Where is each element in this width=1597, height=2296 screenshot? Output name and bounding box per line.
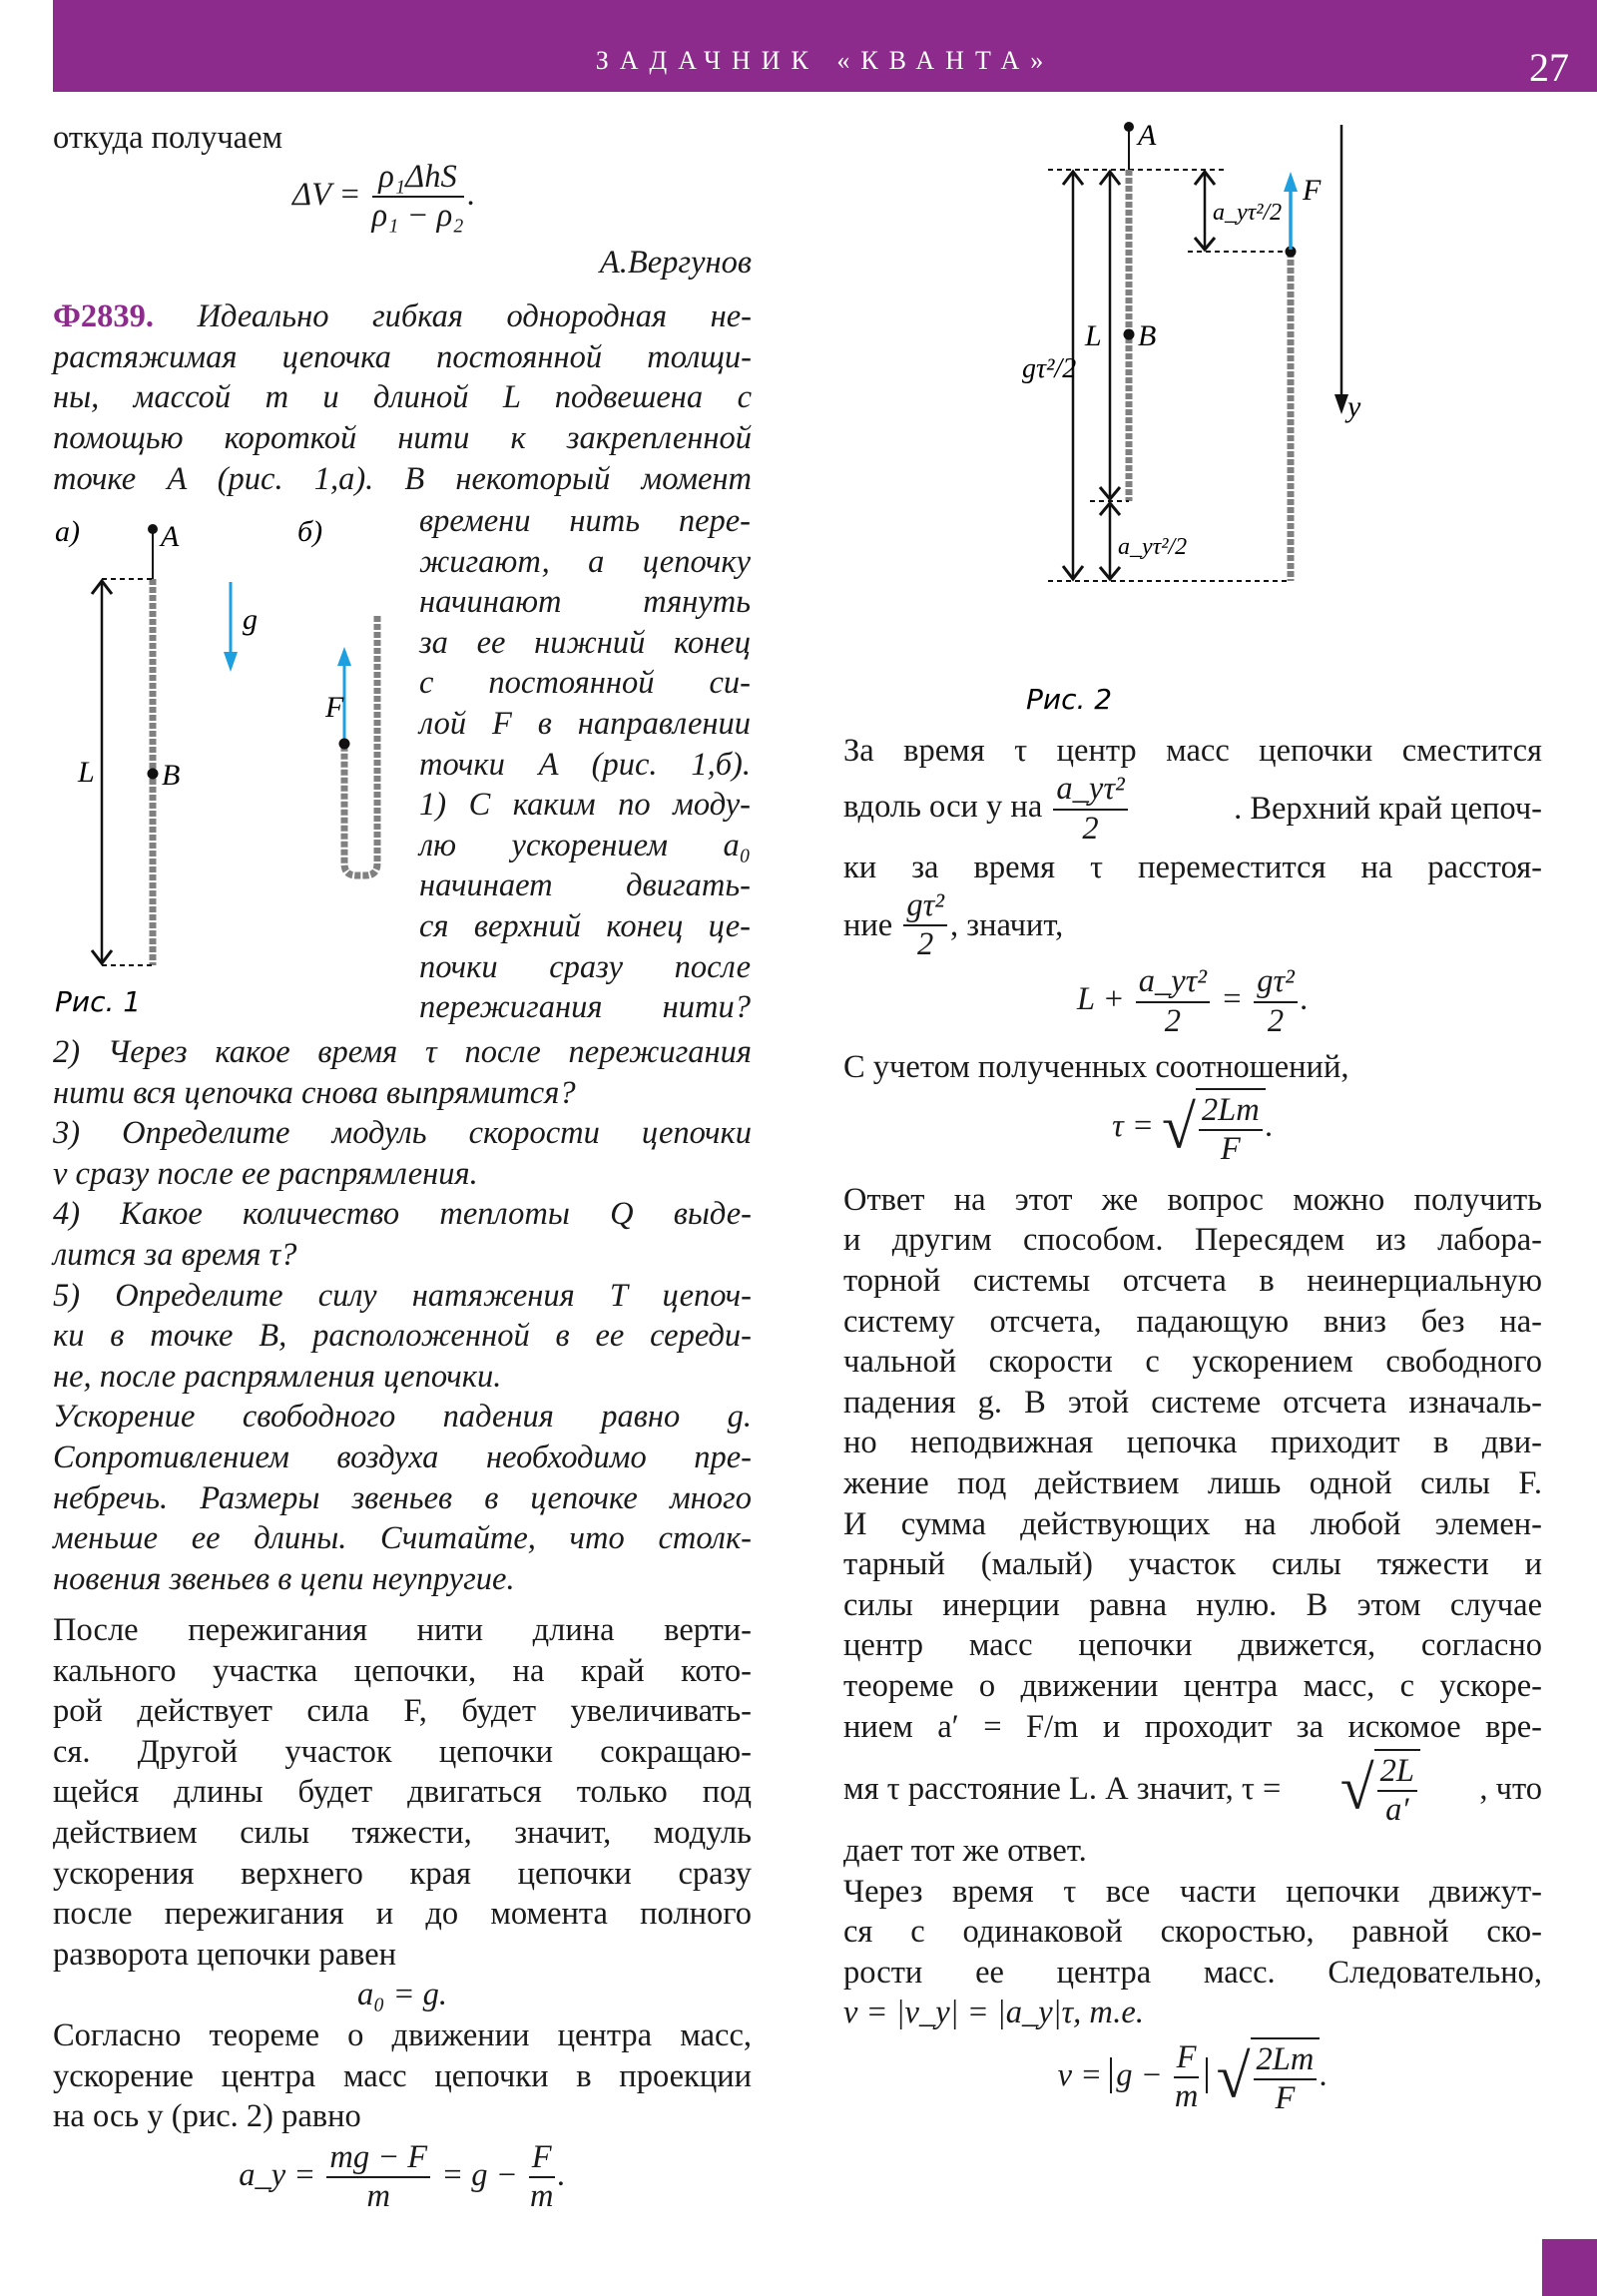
solution-line: ся. Другой участок цепочки сокращаю-: [53, 1733, 752, 1770]
question-line: лится за время τ?: [53, 1236, 297, 1273]
velocity-relation: v = |v_y| = |a_y|τ, т.е.: [843, 1995, 1144, 2031]
question-line: 5) Определите силу натяжения T цепоч-: [53, 1277, 752, 1314]
fig1-length-label: L: [78, 756, 95, 789]
point-b-dot: [1124, 329, 1135, 340]
formula-L-equation: [843, 963, 1542, 1047]
fraction-denominator: 2: [1082, 810, 1099, 847]
solution-line-with-fraction: [843, 887, 1542, 963]
solution-line: после пережигания и до момента полного: [53, 1896, 752, 1933]
solution-line: но неподвижная цепочка приходит в дви-: [843, 1425, 1542, 1461]
problem-line: ны, массой m и длиной L подвешена с: [53, 379, 752, 416]
fraction-numerator: mg − F: [326, 2139, 430, 2178]
inline-text: вдоль оси y на: [843, 789, 1043, 826]
condition-line: Сопротивлением воздуха необходимо пре-: [53, 1438, 752, 1475]
fig2-gt-label: gτ²/2: [1022, 353, 1077, 384]
fraction-numerator: gτ²: [1254, 963, 1298, 1002]
formula-period: .: [1265, 1107, 1274, 1144]
solution-line: щейся длины будет двигаться только под: [53, 1774, 752, 1811]
solution-line: тарный (малый) участок силы тяжести и: [843, 1546, 1542, 1583]
condition-line: новения звеньев в цепи неупругие.: [53, 1560, 515, 1597]
inline-text: ние: [843, 906, 893, 943]
solution-line: ся с одинаковой скоростью, равной ско-: [843, 1914, 1542, 1951]
solution-line: чальной скорости с ускорением свободного: [843, 1344, 1542, 1381]
fraction-denominator: 2: [917, 926, 934, 963]
solution-line: С учетом полученных соотношений,: [843, 1049, 1349, 1086]
solution-line: После пережигания нити длина верти-: [53, 1612, 752, 1648]
problem-line: точке A (рис. 1,а). В некоторый момент: [53, 460, 752, 497]
left-column-top: [53, 118, 752, 499]
formula-period: .: [1300, 981, 1309, 1018]
wrap-line: за ее нижний конец: [419, 624, 751, 661]
solution-line: Согласно теореме о движении центра масс,: [53, 2016, 752, 2053]
formula-fraction: [372, 159, 464, 236]
solution-line: падения g. В этой системе отсчета изначаль-: [843, 1384, 1542, 1421]
solution-line: рости ее центра масс. Следовательно,: [843, 1954, 1542, 1991]
pull-point-dot: [339, 739, 350, 750]
question-line: 3) Определите модуль скорости цепочки: [53, 1115, 752, 1152]
fraction-denominator: m: [529, 2178, 554, 2215]
formula-v: [843, 2037, 1542, 2129]
fig1-point-a-label: A: [161, 520, 180, 553]
formula-lhs: v =: [1057, 2056, 1103, 2093]
solution-line: жение под действием лишь одной силы F.: [843, 1464, 1542, 1501]
formula-a0: a₀ = g.: [356, 1977, 448, 2013]
wrap-line: жигают, а цепочку: [419, 543, 751, 580]
solution-line: торной системы отсчета в неинерциальную: [843, 1262, 1542, 1299]
problem-line: растяжимая цепочка постоянной толщи-: [53, 338, 752, 375]
question-line: 2) Через какое время τ после пережигания: [53, 1034, 752, 1070]
question-1-line: начинает двигать-: [419, 867, 751, 904]
fig1-label-b: б): [297, 515, 323, 548]
formula-fraction: [1199, 1092, 1263, 1169]
formula-fraction: [529, 2139, 555, 2216]
inline-fraction: [1053, 771, 1127, 848]
inline-text: мя τ расстояние L. А значит, τ =: [843, 1770, 1282, 1807]
problem-statement: [53, 296, 752, 499]
solution-line: Ответ на этот же вопрос можно получить: [843, 1181, 1542, 1218]
formula-fraction: [1254, 963, 1298, 1040]
formula-lhs: τ =: [1112, 1107, 1154, 1144]
formula-period: .: [466, 176, 475, 213]
fig1-label-a: а): [55, 515, 80, 548]
fig2-force-label: F: [1303, 174, 1322, 207]
solution-line: ускорения верхнего края цепочки сразу: [53, 1855, 752, 1892]
question-1-line: 1) С каким по моду-: [419, 787, 751, 824]
square-root: √ $\frac{2L}{a'}$: [1340, 1749, 1420, 1830]
point-b-dot: [148, 769, 159, 780]
fraction-numerator: ρ₁ΔhS: [372, 159, 464, 198]
fig2-ay-bottom-label: a_yτ²/2: [1118, 534, 1188, 560]
formula-fraction: [1377, 1753, 1417, 1830]
condition-line: небречь. Размеры звеньев в цепочке много: [53, 1479, 752, 1516]
solution-line: на ось y (рис. 2) равно: [53, 2098, 361, 2135]
square-root: √ $\frac{2Lm}{F}$: [1162, 1088, 1266, 1169]
question-line: 4) Какое количество теплоты Q выде-: [53, 1196, 752, 1233]
solution-line: кального участка цепочки, на край кото-: [53, 1652, 752, 1689]
formula-lhs: L +: [1077, 981, 1125, 1018]
page-header-band: [53, 0, 1597, 92]
solution-line: дает тот же ответ.: [843, 1833, 1087, 1870]
formula-period: .: [1320, 2056, 1329, 2093]
fraction-numerator: F: [529, 2139, 555, 2178]
question-1-line: почки сразу после: [419, 948, 751, 985]
inline-text: , что: [1479, 1770, 1542, 1807]
problem-line: Идеально гибкая однородная не-: [197, 298, 752, 335]
solution-line: И сумма действующих на любой элемен-: [843, 1505, 1542, 1542]
formula-middle: =: [1221, 981, 1244, 1018]
solution-line: Через время τ все части цепочки движут-: [843, 1873, 1542, 1910]
problem-questions: [53, 1032, 752, 1599]
fraction-denominator: m: [1174, 2078, 1199, 2115]
inline-fraction: [903, 887, 947, 964]
fraction-denominator: m: [366, 2178, 390, 2215]
fig1-gravity-label: g: [243, 603, 258, 636]
solution-line: систему отсчета, падающую вниз без на-: [843, 1303, 1542, 1340]
inline-text: , значит,: [949, 906, 1064, 943]
question-line: нити вся цепочка снова выпрямится?: [53, 1074, 576, 1111]
question-line: не, после распрямления цепочки.: [53, 1358, 502, 1395]
solution-line-with-root: [843, 1747, 1542, 1831]
problem-line: помощью короткой нити к закрепленной: [53, 419, 752, 456]
condition-line: Ускорение свободного падения равно g.: [53, 1399, 752, 1435]
wrap-line: начинают тянуть: [419, 584, 751, 621]
fig2-ay-top-label: a_yτ²/2: [1213, 200, 1283, 226]
figure-1: [40, 504, 419, 1028]
fig1-point-b-label: B: [162, 759, 181, 792]
fraction-numerator: 2Lm: [1254, 2041, 1318, 2080]
figure-2: [998, 110, 1397, 729]
fraction-denominator: F: [1275, 2080, 1296, 2117]
fig2-axis-y-label: y: [1347, 390, 1361, 423]
formula-fraction: [1254, 2041, 1318, 2118]
solution-line: рой действует сила F, будет увеличивать-: [53, 1693, 752, 1730]
solution-right: [843, 731, 1542, 2129]
solution-line: теореме о движении центра масс, с ускоре-: [843, 1667, 1542, 1704]
formula-lhs: ΔV =: [292, 176, 361, 213]
fraction-numerator: F: [1174, 2039, 1200, 2078]
formula-tau: [843, 1088, 1542, 1180]
page-number: 27: [1529, 45, 1569, 90]
square-root: √ $\frac{2Lm}{F}$: [1217, 2037, 1321, 2118]
fraction-numerator: 2Lm: [1199, 1092, 1263, 1131]
fig2-point-b-label: B: [1138, 319, 1157, 352]
formula-lhs: a_y =: [239, 2156, 316, 2193]
wrap-line: лой F в направлении: [419, 705, 751, 742]
journal-section-title: ЗАДАЧНИК «КВАНТА»: [595, 46, 1055, 75]
fraction-numerator: gτ²: [903, 887, 947, 926]
solution-line: центр масс цепочки движется, согласно: [843, 1627, 1542, 1664]
formula-ay: [53, 2139, 752, 2216]
fraction-numerator: a_yτ²: [1136, 963, 1210, 1002]
figure-1-caption: Рис. 1: [55, 985, 142, 1018]
solution-line-with-fraction: [843, 772, 1542, 848]
solution-left: [53, 1610, 752, 2215]
formula-fraction: [1174, 2039, 1200, 2116]
abs-content: g −: [1116, 2056, 1163, 2093]
fraction-denominator: F: [1220, 1131, 1241, 1168]
question-1-line: лю ускорением a₀: [419, 827, 751, 863]
question-1-line: ся верхний конец це-: [419, 907, 751, 944]
wrap-line: с постоянной си-: [419, 665, 751, 702]
intro-text: откуда получаем: [53, 120, 283, 156]
inline-text: . Верхний край цепоч-: [1234, 791, 1542, 828]
fraction-denominator: 2: [1267, 1002, 1285, 1039]
fraction-denominator: ρ₁ − ρ₂: [371, 197, 464, 234]
author-name: А.Вергунов: [599, 244, 752, 281]
solution-line: нием a′ = F/m и проходит за искомое вре-: [843, 1708, 1542, 1745]
formula-delta-v: [53, 159, 752, 243]
fig1-force-label: F: [325, 691, 344, 724]
fraction-numerator: 2L: [1377, 1753, 1417, 1792]
condition-line: меньше ее длины. Считайте, что столк-: [53, 1520, 752, 1557]
fraction-denominator: 2: [1164, 1002, 1181, 1039]
corner-tab-decoration: [1542, 2239, 1597, 2296]
solution-line: За время τ центр масс цепочки сместится: [843, 733, 1542, 769]
solution-line: и другим способом. Пересядем из лабора-: [843, 1222, 1542, 1259]
figure-2-caption: Рис. 2: [1026, 683, 1113, 716]
question-line: v сразу после ее распрямления.: [53, 1155, 478, 1192]
fig2-point-a-label: A: [1138, 119, 1157, 152]
absolute-value: [1110, 2039, 1208, 2115]
question-line: ки в точке B, расположенной в ее середи-: [53, 1318, 752, 1355]
wrap-line: времени нить пере-: [419, 503, 751, 539]
solution-line: ускорение центра масс цепочки в проекции: [53, 2057, 752, 2094]
fraction-denominator: a′: [1385, 1792, 1409, 1829]
solution-line: действием силы тяжести, значит, модуль: [53, 1814, 752, 1851]
solution-line: ки за время τ переместится на расстоя-: [843, 849, 1542, 885]
formula-fraction: [326, 2139, 430, 2216]
question-1-line: пережигания нити?: [419, 989, 751, 1026]
wrap-line: точки A (рис. 1,б).: [419, 746, 751, 783]
problem-wrap-text: [419, 501, 751, 1028]
fig2-length-label: L: [1085, 319, 1102, 352]
solution-line: разворота цепочки равен: [53, 1936, 397, 1973]
formula-period: .: [557, 2156, 566, 2193]
fraction-numerator: a_yτ²: [1053, 771, 1127, 810]
formula-middle: = g −: [441, 2156, 518, 2193]
problem-number: Ф2839.: [53, 298, 155, 335]
solution-line: силы инерции равна нулю. В этом случае: [843, 1586, 1542, 1623]
formula-fraction: [1136, 963, 1210, 1040]
